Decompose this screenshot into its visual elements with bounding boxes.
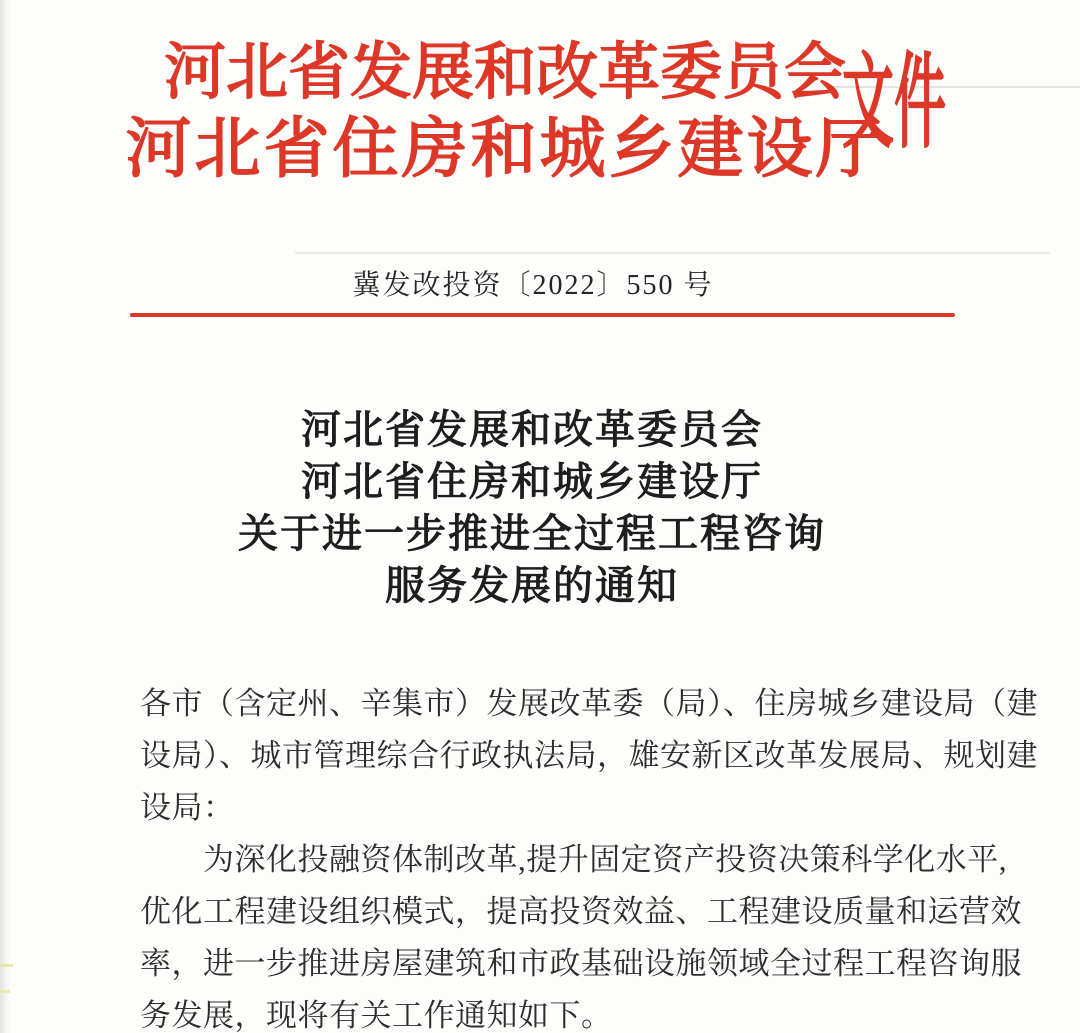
addressee-line: 设局： (140, 790, 235, 825)
red-separator-line (130, 313, 955, 317)
document-body (140, 678, 1038, 1033)
scan-artifact-mark (0, 964, 13, 967)
scan-artifact-line (295, 252, 1050, 254)
paragraph-line: 优化工程建设组织模式，提高投资效益、工程建设质量和运营效 (140, 894, 1022, 929)
letterhead-org-line2: 河北省住房和城乡建设厅 (125, 113, 885, 186)
addressee-line: 各市（含定州、辛集市）发展改革委（局）、住房城乡建设局（建 (140, 686, 1038, 721)
scan-artifact-mark (0, 990, 10, 993)
document-number: 冀发改投资〔2022〕550 号 (352, 270, 714, 301)
paragraph-line: 务发展，现将有关工作通知如下。 (140, 998, 613, 1033)
letterhead-document-mark: 文件 (842, 46, 947, 161)
title-line-2: 河北省住房和城乡建设厅 (301, 459, 763, 504)
title-line-1: 河北省发展和改革委员会 (301, 407, 763, 452)
addressee-line: 设局）、城市管理综合行政执法局，雄安新区改革发展局、规划建 (140, 738, 1038, 773)
document-title (0, 404, 1064, 612)
title-line-4: 服务发展的通知 (385, 563, 679, 608)
title-line-3: 关于进一步推进全过程工程咨询 (238, 511, 826, 556)
paragraph-line: 为深化投融资体制改革,提升固定资产投资决策科学化水平, (140, 842, 1007, 877)
paragraph-line: 率，进一步推进房屋建筑和市政基础设施领域全过程工程咨询服 (140, 946, 1022, 981)
letterhead-org-line1: 河北省发展和改革委员会 (163, 39, 846, 107)
